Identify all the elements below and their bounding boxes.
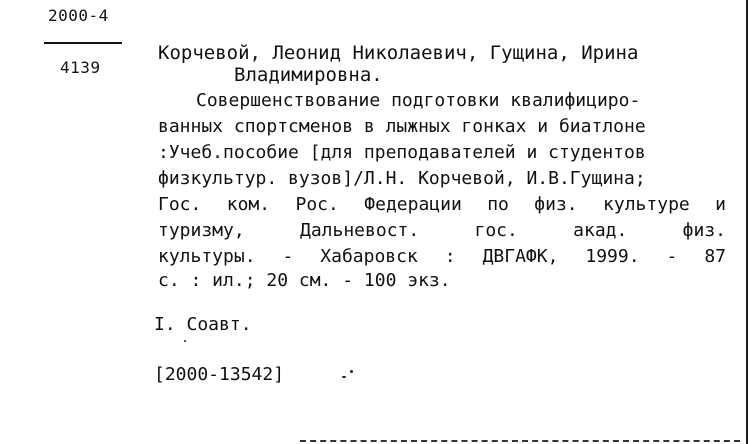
body-line-4: физкультур. вузов]/Л.Н. Корчевой, И.В.Гущина; (158, 168, 646, 189)
author-mark: 4139 (60, 58, 101, 77)
record-number: [2000-13542] (154, 364, 285, 385)
heading-line-2: Владимировна. (234, 64, 383, 86)
ink-speck (342, 376, 346, 378)
shelf-code: 2000-4 (48, 6, 109, 25)
tracing: I. Соавт. (154, 314, 252, 335)
card-bottom-perforation (300, 440, 740, 442)
heading-line-1: Корчевой, Леонид Николаевич, Гущина, Ирина (158, 42, 639, 64)
ink-speck (350, 370, 353, 373)
body-line-5: Гос. ком. Рос. Федерации по физ. культуре и (158, 194, 726, 215)
body-line-2: ванных спортсменов в лыжных гонках и биатлоне (158, 116, 646, 137)
body-line-7: культуры. - Хабаровск : ДВГАФК, 1999. - 87 (158, 246, 726, 267)
body-line-6: туризму, Дальневост. гос. акад. физ. (158, 220, 726, 241)
shelf-divider (44, 42, 122, 44)
body-line-3: :Учеб.пособие [для преподавателей и студентов (158, 142, 646, 163)
body-line-1: Совершенствование подготовки квалифициро- (196, 90, 641, 111)
ink-speck (184, 340, 186, 342)
body-line-8: с. : ил.; 20 см. - 100 экз. (158, 270, 451, 291)
card-right-edge (746, 0, 748, 444)
